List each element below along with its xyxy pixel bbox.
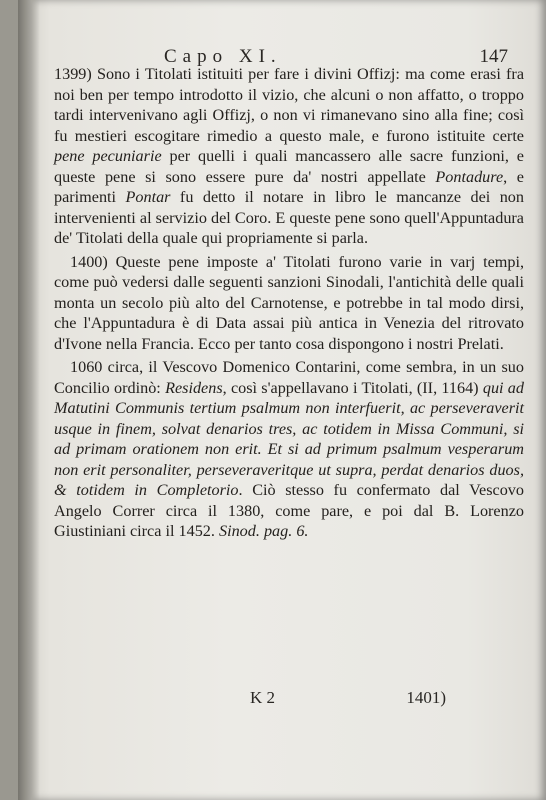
citation: Sinod. pag. 6. — [219, 522, 309, 540]
page-gutter — [18, 0, 40, 800]
paragraph-1400 — [54, 252, 524, 355]
signature-mark: K 2 — [250, 688, 276, 707]
paragraph-1060 — [54, 357, 524, 542]
book-page — [18, 0, 546, 800]
text-run: . Ciò stesso fu confermato dal Vescovo Angelo Correr circa il 1380, come pare, e poi dal B. Lorenzo Giustiniani circa il 1452. — [54, 481, 524, 540]
italic-term: Pontar — [125, 188, 171, 206]
text-run: fu detto il notare in libro le mancanze dei non intervenienti al servizio del Coro. E queste pene sono quell'Appuntadura de' Titolati della quale qui propriamente si parla. — [54, 188, 524, 247]
italic-term: Pontadure — [435, 167, 504, 186]
latin-quotation: qui ad Matutini Communis tertium psalmum non interfuerit, ac perseveraverit usque in finem, solvat denarios tres, ac totidem in Missa Communi, si ad primam orationem non erit. Et si ad primum psalmum vesperarum non erit personaliter, perseveraveritque ut supra, perdat denarios duos, & totidem in Completorio — [54, 378, 524, 499]
text-run: 1060 circa, il Vescovo Domenico Contarini, come sembra, in un suo Concilio ordinò: — [54, 358, 524, 397]
page-number: 147 — [479, 46, 508, 67]
text-run: , così s'appellavano i Titolati, (II, 1164) — [222, 378, 483, 397]
text-run: , e parimenti — [54, 167, 524, 206]
page-footer — [58, 688, 518, 712]
catchword: 1401) — [406, 688, 446, 707]
note-number: 1399) — [54, 65, 92, 83]
italic-term: Residens — [165, 378, 223, 397]
note-number: 1400) — [70, 252, 108, 271]
italic-term: pene pecuniarie — [54, 147, 162, 165]
running-head: Capo XI. — [164, 46, 282, 67]
body-text — [54, 64, 524, 545]
text-run: per quelli i quali mancassero alle sacre funzioni, e queste pene si sono essere pure da' nostri appellate — [54, 147, 524, 186]
text-run: Queste pene imposte a' Titolati furono varie in varj tempi, come può vedersi dalle seguenti sanzioni Sinodali, l'antichità delle quali monta un secolo più alto del Carnotense, e potrebbe in tal modo dirsi, che l'Appuntadura è di Data assai più antica in Venezia del ritrovato d'Ivone nella Francia. Ecco per tanto cosa dispongono i nostri Prelati. — [54, 252, 524, 353]
paragraph-1399 — [54, 64, 524, 249]
text-run: Sono i Titolati istituiti per fare i divini Offizj: ma come erasi fra noi ben per tempo introdotto il vizio, che alcuni o non affatto, o troppo tardi intervenivano agli Offizj, o non vi rimanevano sino alla fine; così fu mestieri escogitare rimedio a questo male, e furono istituite certe — [54, 65, 524, 145]
